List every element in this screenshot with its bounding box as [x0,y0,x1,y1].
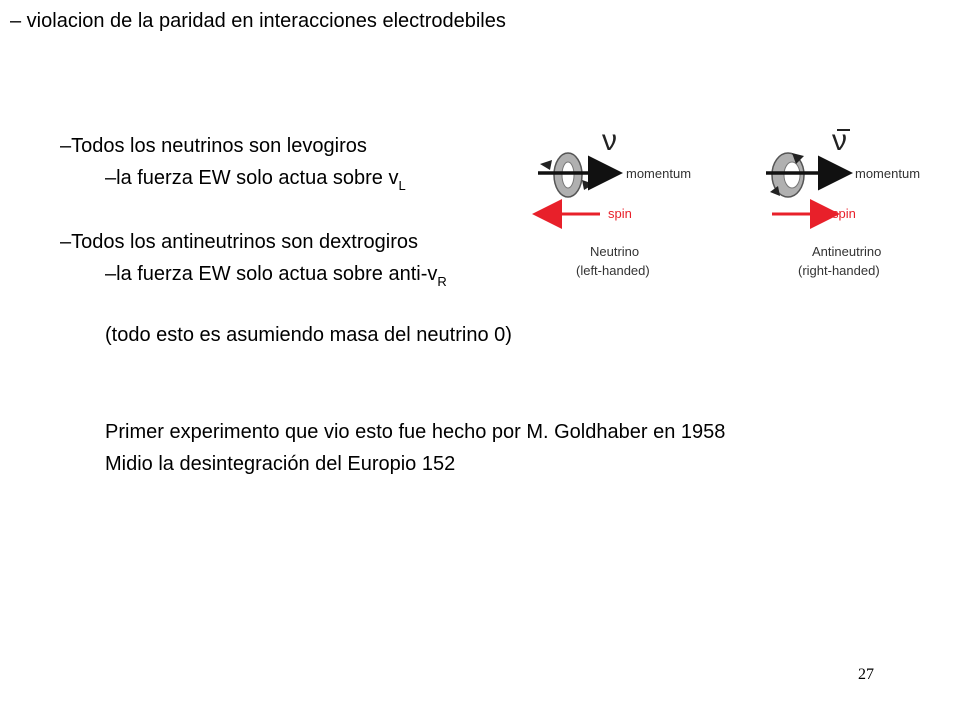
right-rotation-icon [770,153,804,197]
experiment-line-2: Midio la desintegración del Europio 152 [105,453,456,475]
antineutrino-panel [766,124,920,278]
antineutrino-spin-label: spin [832,206,856,221]
experiment-line-1: Primer experimento que vio esto fue hecho por M. Goldhaber en 1958 [105,421,726,443]
antineutrino-name: Antineutrino [812,244,882,259]
neutrino-handedness: (left-handed) [576,263,650,278]
neutrino-panel [538,124,691,278]
subbullet-text: –la fuerza EW solo actua sobre anti-v [105,263,438,285]
bullet-antineutrinos-right-handed: –Todos los antineutrinos son dextrogiros [60,231,418,253]
subbullet-ew-force-anti-vr [105,262,447,288]
subscript-r: R [437,274,447,289]
massless-neutrino-note: (todo esto es asumiendo masa del neutrino 0) [105,324,512,346]
helicity-diagram [530,120,940,290]
page-number: 27 [858,666,874,683]
slide-title: – violacion de la paridad en interacciones electrodebiles [10,10,506,32]
antineutrino-momentum-label: momentum [855,166,921,181]
subscript-l: L [398,178,406,193]
neutrino-name: Neutrino [590,244,640,259]
neutrino-momentum-label: momentum [626,166,692,181]
antineutrino-symbol: ν [832,124,847,157]
neutrino-symbol: ν [602,124,617,157]
left-rotation-icon [540,153,594,197]
neutrino-spin-label: spin [608,206,632,221]
subbullet-ew-force-vl [105,166,406,192]
subbullet-text: –la fuerza EW solo actua sobre v [105,167,399,189]
antineutrino-handedness: (right-handed) [798,263,880,278]
bullet-neutrinos-left-handed: –Todos los neutrinos son levogiros [60,135,367,157]
